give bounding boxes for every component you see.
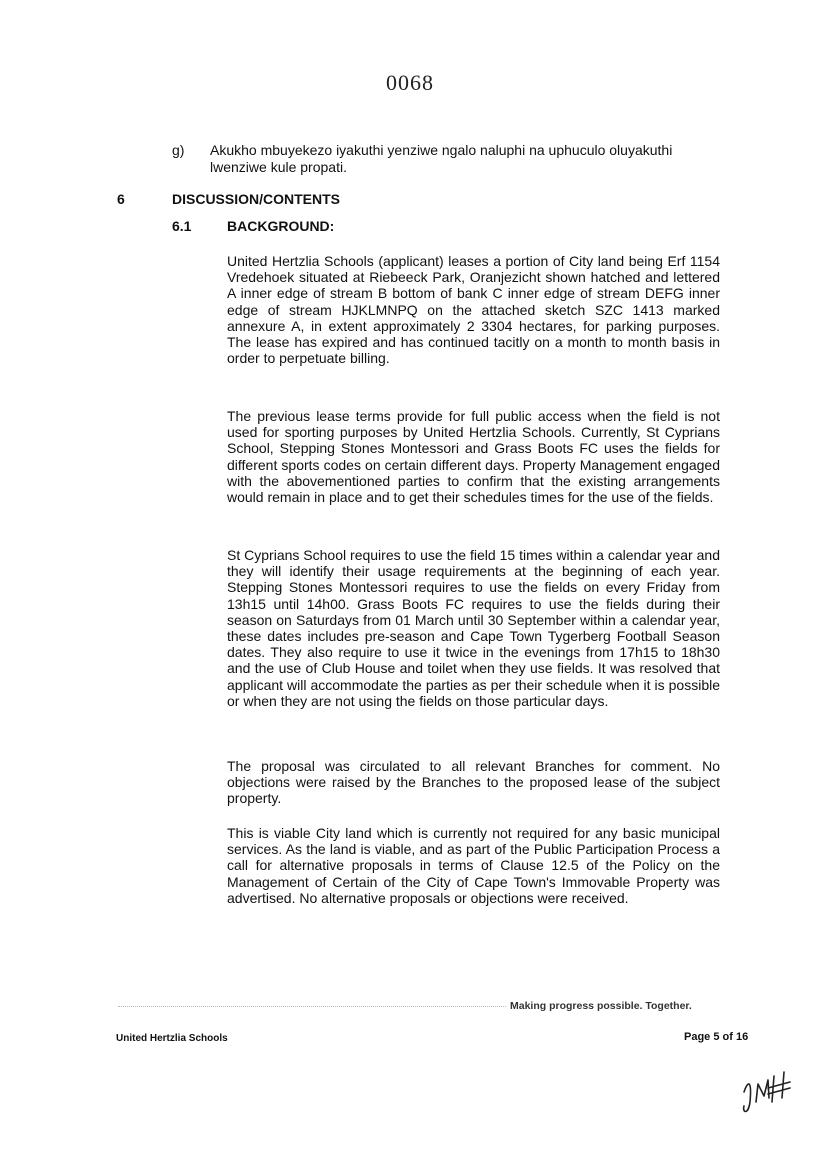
footer-tagline: Making progress possible. Together. (510, 1000, 692, 1012)
handwritten-initials-signature (738, 1062, 798, 1127)
subsection-title: BACKGROUND: (227, 218, 335, 234)
paragraph-lease-background: United Hertzlia Schools (applicant) leases a portion of City land being Erf 1154 Vredehoek situated at Riebeeck Park, Oranjezicht shown hatched and lettered A inner edge of stream B bottom of bank C inner edge of stream DEFG inner edge of stream HJKLMNPQ on the attached sketch SZC 1413 marked annexure A, in extent approximately 2 3304 hectares, for parking purposes. The lease has expired and has continued tacitly on a month to month basis in order to perpetuate billing. (227, 253, 720, 367)
page-number-stamp: 0068 (386, 70, 434, 95)
footer-dotted-line (118, 1006, 506, 1007)
footer-applicant-name: United Hertzlia Schools (116, 1033, 228, 1044)
section-title: DISCUSSION/CONTENTS (172, 191, 341, 207)
paragraph-branch-comments: The proposal was circulated to all relevant Branches for comment. No objections were raised by the Branches to the proposed lease of the subject property. (227, 758, 720, 807)
paragraph-viable-land: This is viable City land which is currently not required for any basic municipal services. As the land is viable, and as part of the Public Participation Process a call for alternative proposals in terms of Clause 12.5 of the Policy on the Management of Certain of the City of Cape Town's Immovable Property was advertised. No alternative proposals or objections were received. (227, 825, 720, 906)
list-item-text: Akukho mbuyekezo iyakuthi yenziwe ngalo naluphi na uphuculo oluyakuthi lwenziwe kule propati. (210, 142, 673, 175)
section-number: 6 (117, 191, 125, 207)
signature-mark (738, 1062, 798, 1122)
paragraph-usage-schedules: St Cyprians School requires to use the field 15 times within a calendar year and they will identify their usage requirements at the beginning of each year. Stepping Stones Montessori requires to use the fields on every Friday from 13h15 until 14h00. Grass Boots FC requires to use the fields during their season on Saturdays from 01 March until 30 September within a calendar year, these dates includes pre-season and Cape Town Tygerberg Football Season dates. They also require to use it twice in the evenings from 17h15 to 18h30 and the use of Club House and toilet when they use fields. It was resolved that applicant will accommodate the parties as per their schedule when it is possible or when they are not using the fields on those particular days. (227, 547, 720, 709)
list-item-label: g) (172, 142, 185, 158)
paragraph-public-access: The previous lease terms provide for full public access when the field is not used for sporting purposes by United Hertzlia Schools. Currently, St Cyprians School, Stepping Stones Montessori and Grass Boots FC uses the fields for different sports codes on certain different days. Property Management engaged with the abovementioned parties to confirm that the existing arrangements would remain in place and to get their schedules times for the use of the fields. (227, 408, 720, 506)
footer-page-indicator: Page 5 of 16 (684, 1031, 749, 1043)
subsection-number: 6.1 (172, 218, 192, 234)
